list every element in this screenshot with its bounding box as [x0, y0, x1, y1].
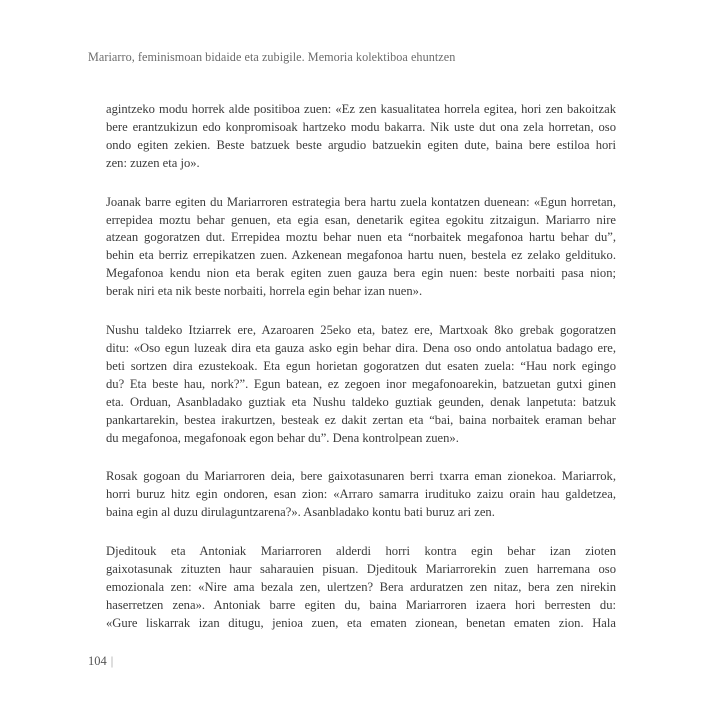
text-line: berak niri eta nik beste norbaiti, horrela egin behar izan nuen». — [106, 284, 423, 299]
text-line: baina egin al duzu dirulaguntzarena?». Asanbladako kontu bati buruz ari zen. — [106, 505, 495, 520]
text-line: Megafonoa kendu nion eta berak egiten zuen gauza bera egin nuen: beste norbaiti pasa nion; — [106, 266, 616, 281]
text-line: eta. Orduan, Asanbladako guztiak eta Nushu taldeko guztiak geunden, denak lanpetuta: batzuk — [106, 394, 616, 409]
page-number: 104 — [88, 654, 107, 668]
paragraph-4 — [106, 468, 616, 522]
text-line: ditu: «Oso egun luzeak dira eta gauza asko egin behar dira. Dena oso ondo antolatua badago ere, — [106, 340, 616, 355]
text-line: behin eta berriz errepikatzen zuen. Azkenean megafonoa hartu nuen, bestela ez zelako gelditukо. — [106, 248, 616, 263]
text-line: zen: zuzen eta jo». — [106, 155, 200, 170]
page-folio — [88, 654, 113, 669]
text-line: pankartarekin, bestea irakurtzen, besteak ez dakit zertan eta “bai, baina norbaitek eraman behar — [106, 412, 616, 427]
paragraph-2 — [106, 194, 616, 301]
text-line: du megafonoa, megafonoak egon behar du”. Dena kontrolpean zuen». — [106, 430, 459, 445]
text-line: haserretzen zena». Antoniak barre egiten du, baina Mariarroren izaera hori berresten du: — [106, 597, 616, 612]
text-line: beti sortzen dira ezustekoak. Eta egun horietan gogoratzen dut esaten zuela: “Hau nork egingo — [106, 358, 616, 373]
text-line: «Gure liskarrak izan ditugu, jenioa zuen, eta ematen zionean, benetan ematen zion. Hala — [106, 615, 616, 630]
text-line: du? Eta beste hau, nork?”. Egun batean, ez zegoen inor megafonoarekin, batzuetan gutxi ginen — [106, 376, 616, 391]
text-line: gaixotasunak zituzten haur saharauien pisuan. Djeditouk Mariarrorekin zuen harremana oso — [106, 562, 616, 577]
text-line: bere erantzukizun edo konpromisoak hartzeko modu bakarra. Nik uste dut ona zela horretan, oso — [106, 119, 616, 134]
text-line: errepidea moztu behar genuen, eta egia esan, denetarik egitea egokitu zitzaigun. Mariarro nire — [106, 212, 616, 227]
text-line: atzean gogoratzen dut. Errepidea moztu behar nuen eta “norbaitek megafonoa hartu behar du”, — [106, 230, 616, 245]
text-line: agintzeko modu horrek alde positiboa zuen: «Ez zen kasualitatea horrela egitea, hori zen bakoitzak — [106, 102, 616, 116]
folio-separator: | — [110, 654, 114, 668]
text-line: emozionala zen: «Nire ama bezala zen, ulertzen? Bera arduratzen zen nitaz, bera zen nirekin — [106, 579, 616, 594]
text-line: Rosak gogoan du Mariarroren deia, bere gaixotasunaren berri txarra eman zionekoa. Mariarrok, — [106, 469, 616, 484]
running-header: Mariarro, feminismoan bidaide eta zubigile. Memoria kolektiboa ehuntzen — [88, 50, 456, 64]
paragraph-1 — [106, 101, 616, 173]
text-line: ondo egiten zekien. Beste batzuek beste argudio batzuekin egiten dute, baina bere estiloa hori — [106, 137, 616, 152]
text-line: horri buruz hitz egin ondoren, esan zion: «Arraro samarra iruditukо zaizu orain hau galdetzea, — [106, 487, 616, 502]
body-text — [106, 101, 616, 654]
text-line: Djeditouk eta Antoniak Mariarroren alderdi horri kontra egin behar izan zioten — [106, 544, 616, 559]
text-line: Nushu taldeko Itziarrek ere, Azaroaren 25eko eta, batez ere, Martxoak 8ko grebak gogoratzen — [106, 323, 616, 338]
text-line: Joanak barre egiten du Mariarroren estrategia bera hartu zuela kontatzen duenean: «Egun horretan, — [106, 194, 616, 209]
paragraph-3 — [106, 322, 616, 447]
paragraph-5 — [106, 543, 616, 633]
